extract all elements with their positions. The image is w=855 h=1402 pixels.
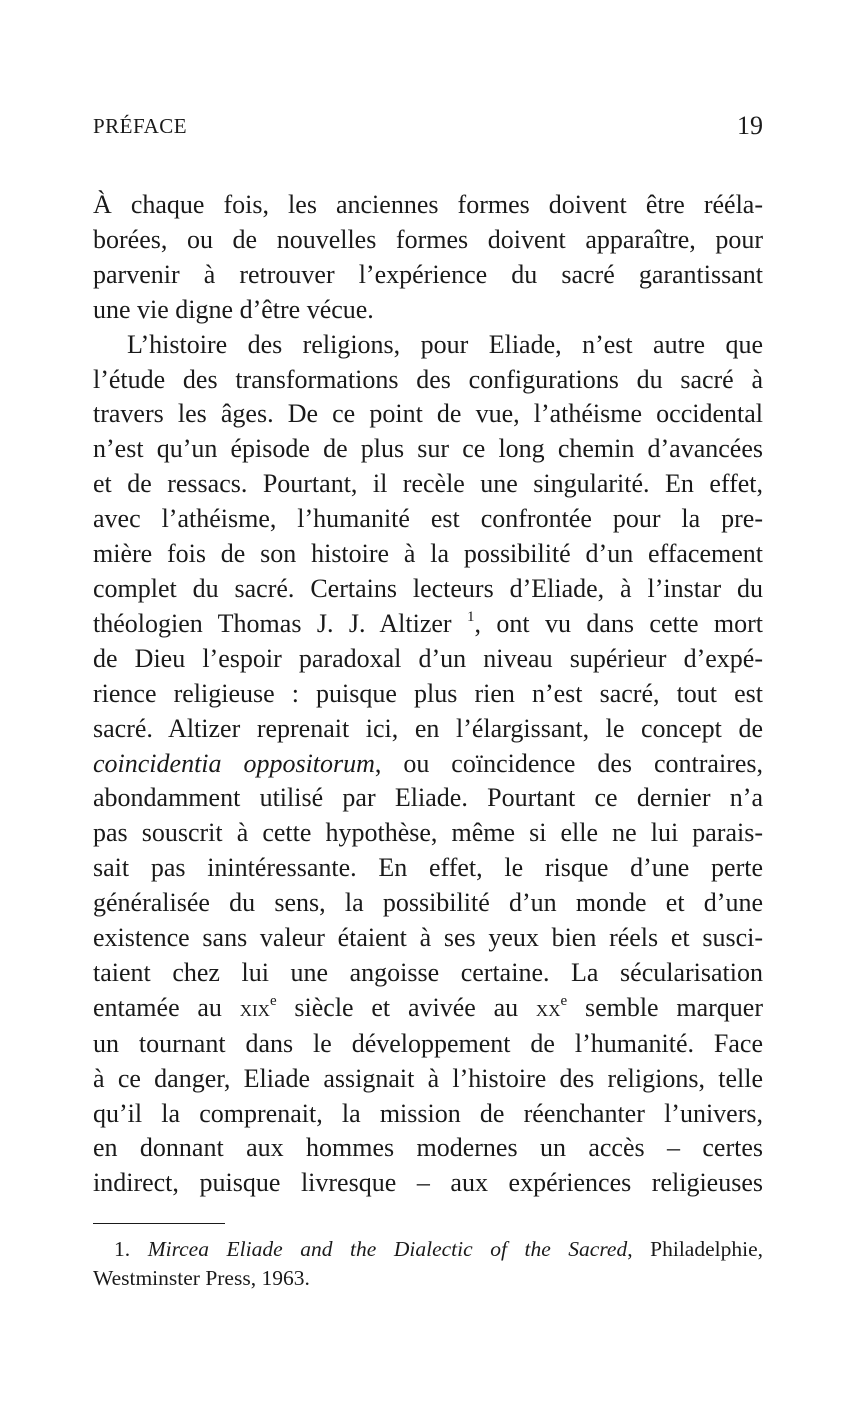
text-line: généralisée du sens, la possibilité d’un monde et d’une: [93, 888, 763, 918]
century-numeral: xx: [535, 995, 561, 1022]
text-line-centuries: [93, 991, 763, 1027]
text-line: complet du sacré. Certains lecteurs d’Eliade, à l’instar du: [93, 573, 763, 603]
running-head: PRÉFACE: [93, 114, 188, 138]
text-line: à ce danger, Eliade assignait à l’histoire des religions, telle: [93, 1063, 763, 1093]
text-line: sacré. Altizer reprenait ici, en l’élargissant, le concept de: [93, 713, 763, 743]
text-line: taient chez lui une angoisse certaine. La sécularisation: [93, 957, 763, 987]
footnote-line: [93, 1235, 763, 1264]
footnote: [93, 1235, 763, 1293]
text-line: et de ressacs. Pourtant, il recèle une singularité. En effet,: [93, 469, 763, 499]
text-line: en donnant aux hommes modernes un accès – certes: [93, 1133, 763, 1163]
body-text: [93, 188, 763, 1201]
text-segment: entamée au: [93, 992, 240, 1022]
text-line: l’étude des transformations des configurations du sacré à: [93, 364, 763, 394]
text-line: parvenir à retrouver l’expérience du sacré garantissant: [93, 259, 763, 289]
text-line: sait pas inintéressante. En effet, le risque d’une perte: [93, 853, 763, 883]
text-line: travers les âges. De ce point de vue, l’athéisme occidental: [93, 399, 763, 429]
text-segment: semble marquer: [567, 992, 764, 1022]
text-line: de Dieu l’espoir paradoxal d’un niveau supérieur d’expé-: [93, 643, 763, 673]
text-line-altizer: [93, 607, 763, 642]
text-line: mière fois de son histoire à la possibilité d’un effacement: [93, 539, 763, 569]
page-header: [93, 111, 763, 144]
text-line: n’est qu’un épisode de plus sur ce long chemin d’avancées: [93, 434, 763, 464]
text-line: une vie digne d’être vécue.: [93, 294, 374, 324]
footnote-number: 1.: [114, 1237, 131, 1261]
text-line: indirect, puisque livresque – aux expériences religieuses: [93, 1168, 763, 1198]
text-line: avec l’athéisme, l’humanité est confrontée pour la pre-: [93, 504, 763, 534]
text-line: borées, ou de nouvelles formes doivent apparaître, pour: [93, 224, 763, 254]
text-line: rience religieuse : puisque plus rien n’est sacré, tout est: [93, 678, 763, 708]
text-segment: siècle et avivée au: [276, 992, 536, 1022]
text-line: pas souscrit à cette hypothèse, même si elle ne lui parais-: [93, 818, 763, 848]
page-number: 19: [737, 111, 763, 140]
footnote-line: Westminster Press, 1963.: [93, 1266, 310, 1290]
text-segment: théologien Thomas J. J. Altizer: [93, 608, 467, 638]
ordinal-suffix: e: [560, 992, 568, 1009]
paragraph-2: [93, 328, 763, 1202]
text-line: existence sans valeur étaient à ses yeux bien réels et susci-: [93, 923, 763, 953]
text-line: qu’il la comprenait, la mission de réenchanter l’univers,: [93, 1098, 763, 1128]
ordinal-suffix: e: [269, 992, 277, 1009]
paragraph-1: [93, 188, 763, 328]
text-line: L’histoire des religions, pour Eliade, n’est autre que: [127, 329, 763, 359]
footnote-reference: 1: [466, 608, 475, 625]
footnote-rule: [93, 1223, 225, 1224]
text-segment: , Philadelphie,: [627, 1237, 764, 1261]
text-segment: , ont vu dans cette mort: [474, 608, 763, 638]
text-line: abondamment utilisé par Eliade. Pourtant ce dernier n’a: [93, 783, 763, 813]
text-line: À chaque fois, les anciennes formes doivent être rééla-: [93, 190, 763, 219]
footnote-title: Mircea Eliade and the Dialectic of the Sacred: [147, 1237, 628, 1261]
text-segment: , ou coïncidence des contraires,: [374, 748, 763, 778]
latin-term: coincidentia oppositorum: [93, 748, 375, 778]
text-line-latin: [93, 747, 763, 782]
century-numeral: xix: [239, 995, 270, 1022]
text-line: un tournant dans le développement de l’humanité. Face: [93, 1028, 763, 1058]
